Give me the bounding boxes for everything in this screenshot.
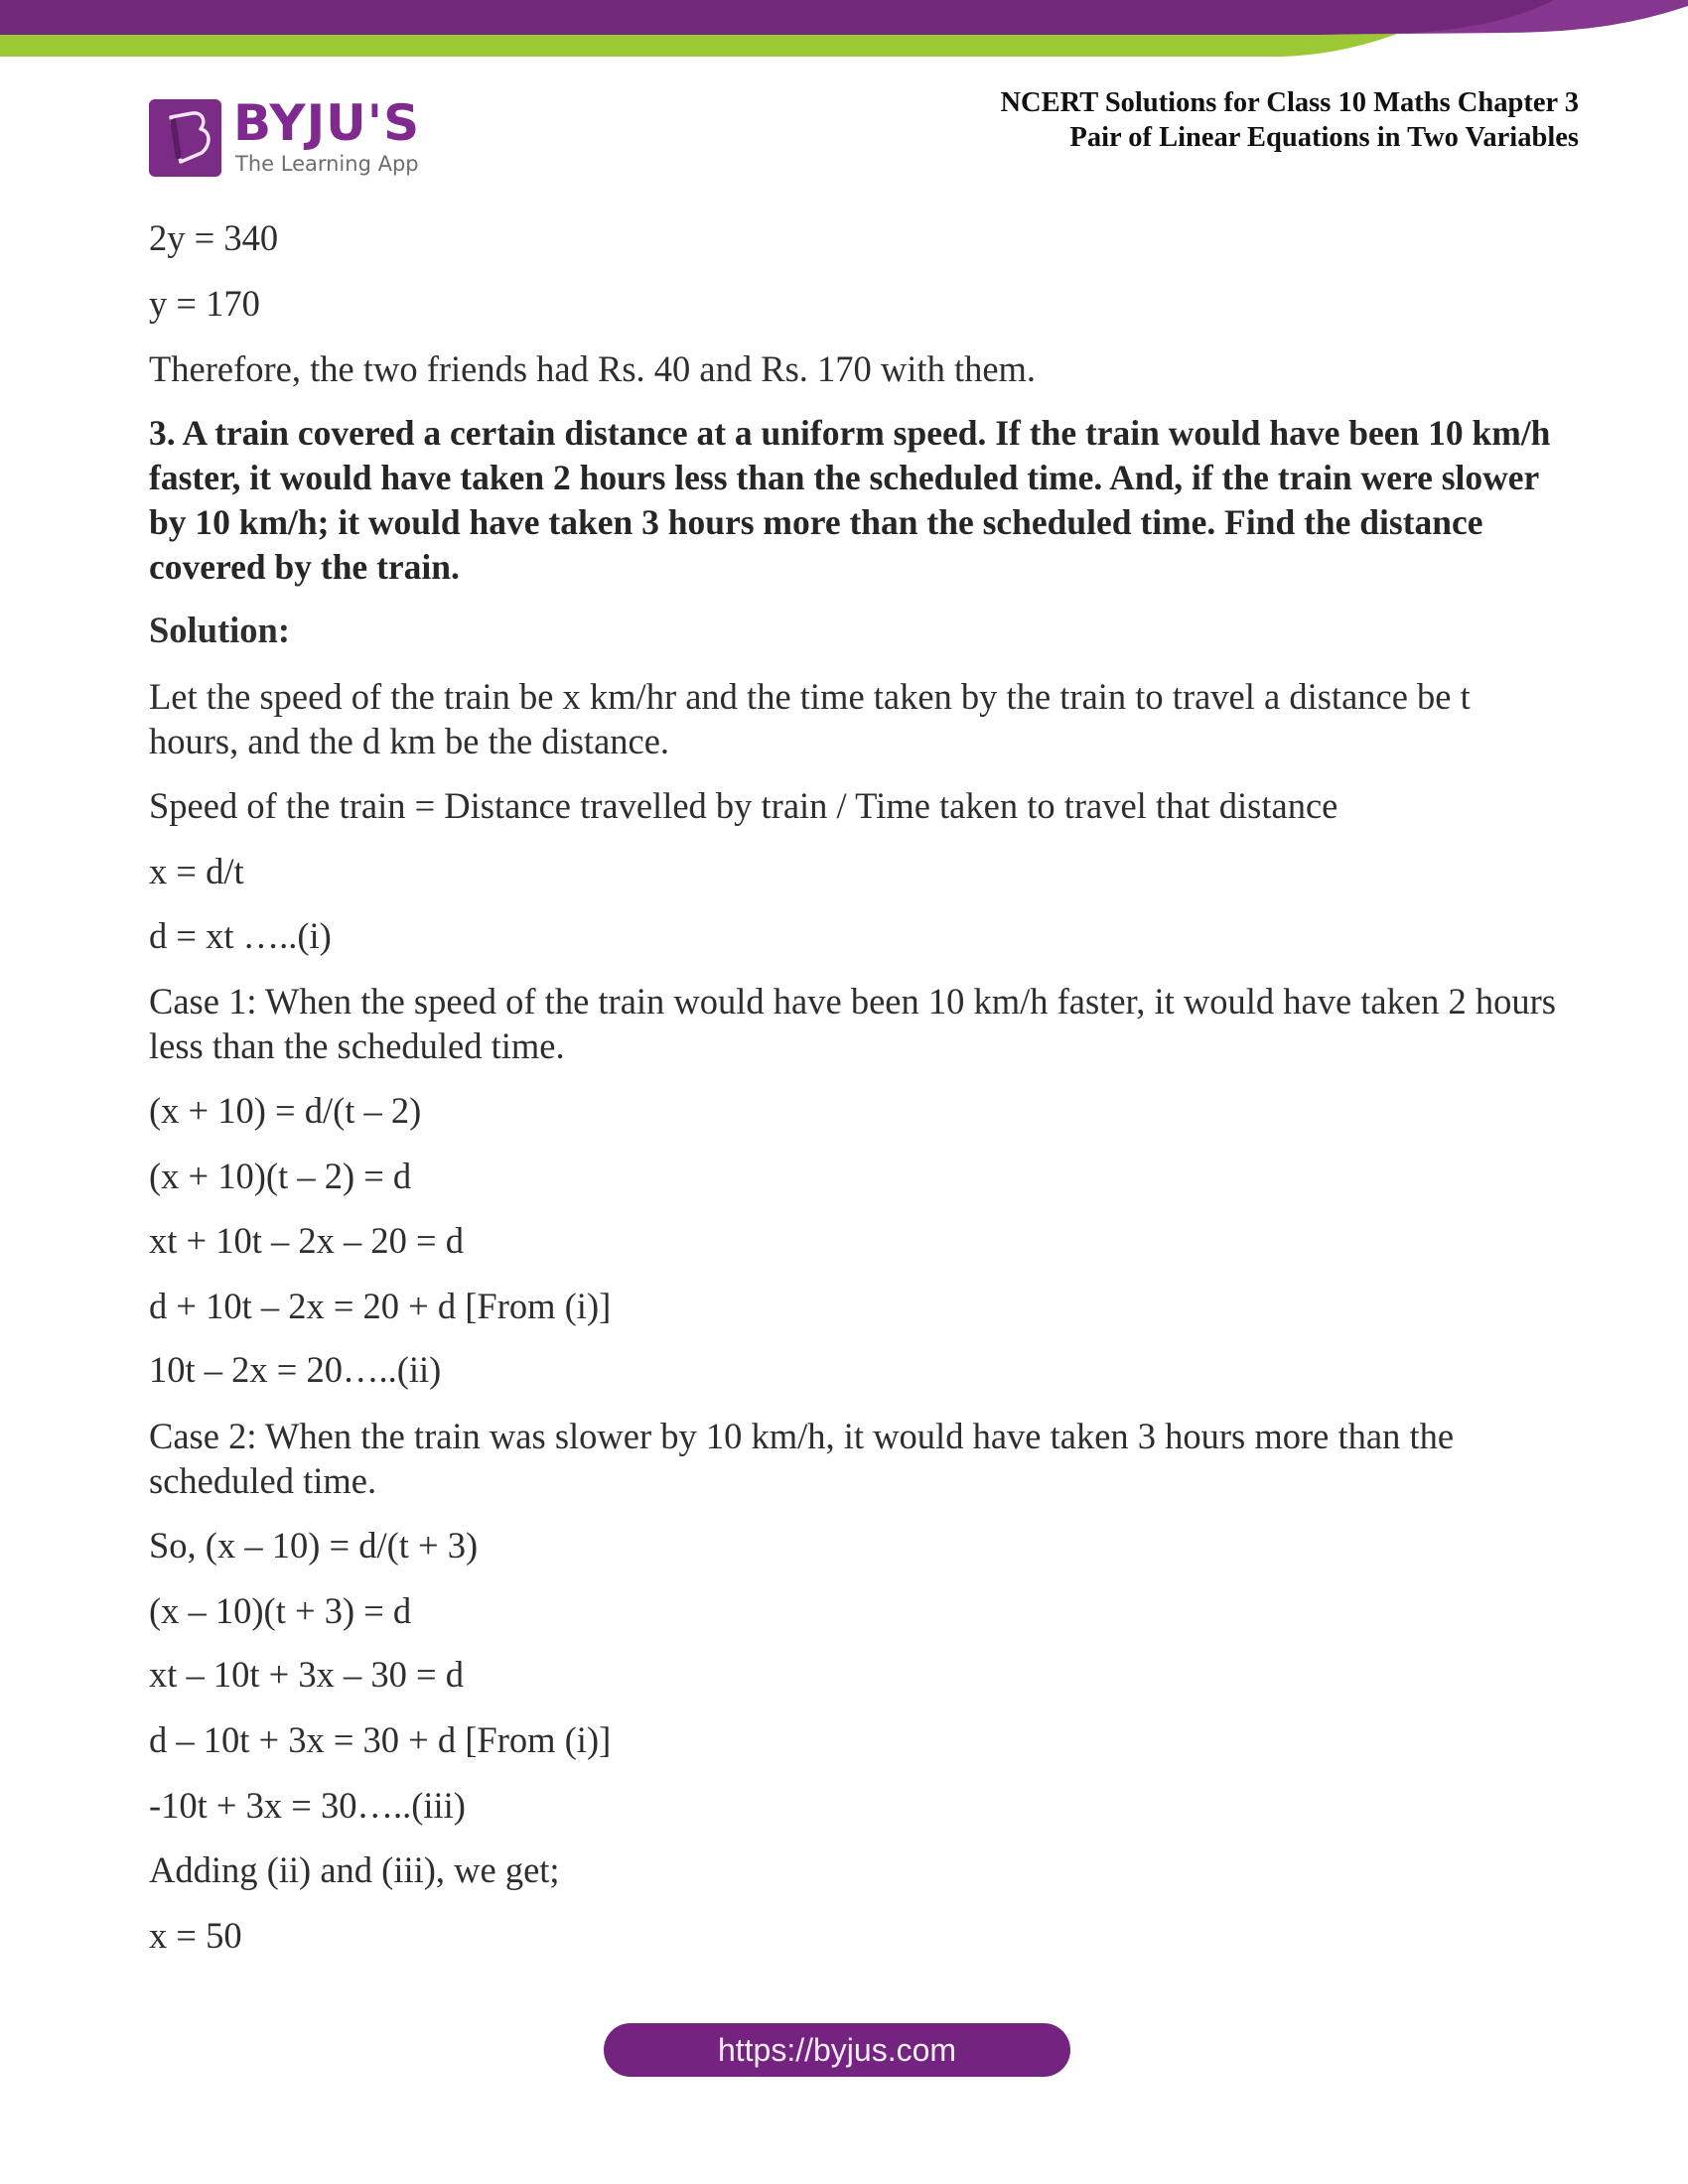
equation-line: d – 10t + 3x = 30 + d [From (i)] (149, 1719, 612, 1760)
text-line: Adding (ii) and (iii), we get; (149, 1849, 560, 1890)
text-line: Speed of the train = Distance travelled by train / Time taken to travel that distance (149, 785, 1338, 826)
header-purple-stripe (0, 0, 1554, 35)
byjus-logo[interactable] (149, 94, 447, 179)
brand-name: BYJU'S (233, 94, 421, 152)
equation-line: 2y = 340 (149, 217, 279, 258)
equation-line: So, (x – 10) = d/(t + 3) (149, 1525, 479, 1566)
equation-line: d + 10t – 2x = 20 + d [From (i)] (149, 1286, 612, 1326)
equation-line: 10t – 2x = 20…..(ii) (149, 1349, 442, 1390)
paragraph-case-2: Case 2: When the train was slower by 10 km/h, it would have taken 3 hours more than the scheduled time. (149, 1416, 1455, 1501)
equation-line: -10t + 3x = 30…..(iii) (149, 1785, 466, 1826)
equation-line: (x + 10)(t – 2) = d (149, 1156, 412, 1196)
equation-line: (x – 10)(t + 3) = d (149, 1590, 412, 1631)
byjus-b-logo-icon (149, 99, 221, 177)
header-green-stripe (0, 33, 1400, 57)
paragraph-case-1: Case 1: When the speed of the train would have been 10 km/h faster, it would have taken 2 hours less than the scheduled time. (149, 981, 1556, 1066)
equation-line: xt – 10t + 3x – 30 = d (149, 1654, 464, 1695)
document-title-line-2: Pair of Linear Equations in Two Variables (1069, 122, 1579, 153)
solution-heading: Solution: (149, 610, 290, 650)
paragraph: Let the speed of the train be x km/hr and the time taken by the train to travel a distance be t hours, and the d km be the distance. (149, 676, 1471, 761)
header-decorative-band (0, 0, 1688, 69)
document-title (1000, 85, 1579, 155)
footer-url-link[interactable]: https://byjus.com (604, 2023, 1070, 2077)
equation-line: y = 170 (149, 283, 260, 324)
question-3: 3. A train covered a certain distance at a uniform speed. If the train would have been 10 km/h faster, it would have taken 2 hours less than the scheduled time. And, if the train were slower by 10 km/h; it would have taken 3 hours more than the scheduled time. Find the distance covered by the train. (149, 413, 1551, 587)
equation-line: x = d/t (149, 851, 244, 891)
equation-line: (x + 10) = d/(t – 2) (149, 1090, 422, 1131)
equation-line: xt + 10t – 2x – 20 = d (149, 1220, 464, 1261)
equation-line: x = 50 (149, 1915, 242, 1956)
brand-tagline: The Learning App (235, 152, 419, 176)
equation-line: d = xt …..(i) (149, 915, 332, 956)
text-line: Therefore, the two friends had Rs. 40 and Rs. 170 with them. (149, 348, 1037, 389)
document-title-line-1: NCERT Solutions for Class 10 Maths Chapter 3 (1000, 87, 1579, 118)
